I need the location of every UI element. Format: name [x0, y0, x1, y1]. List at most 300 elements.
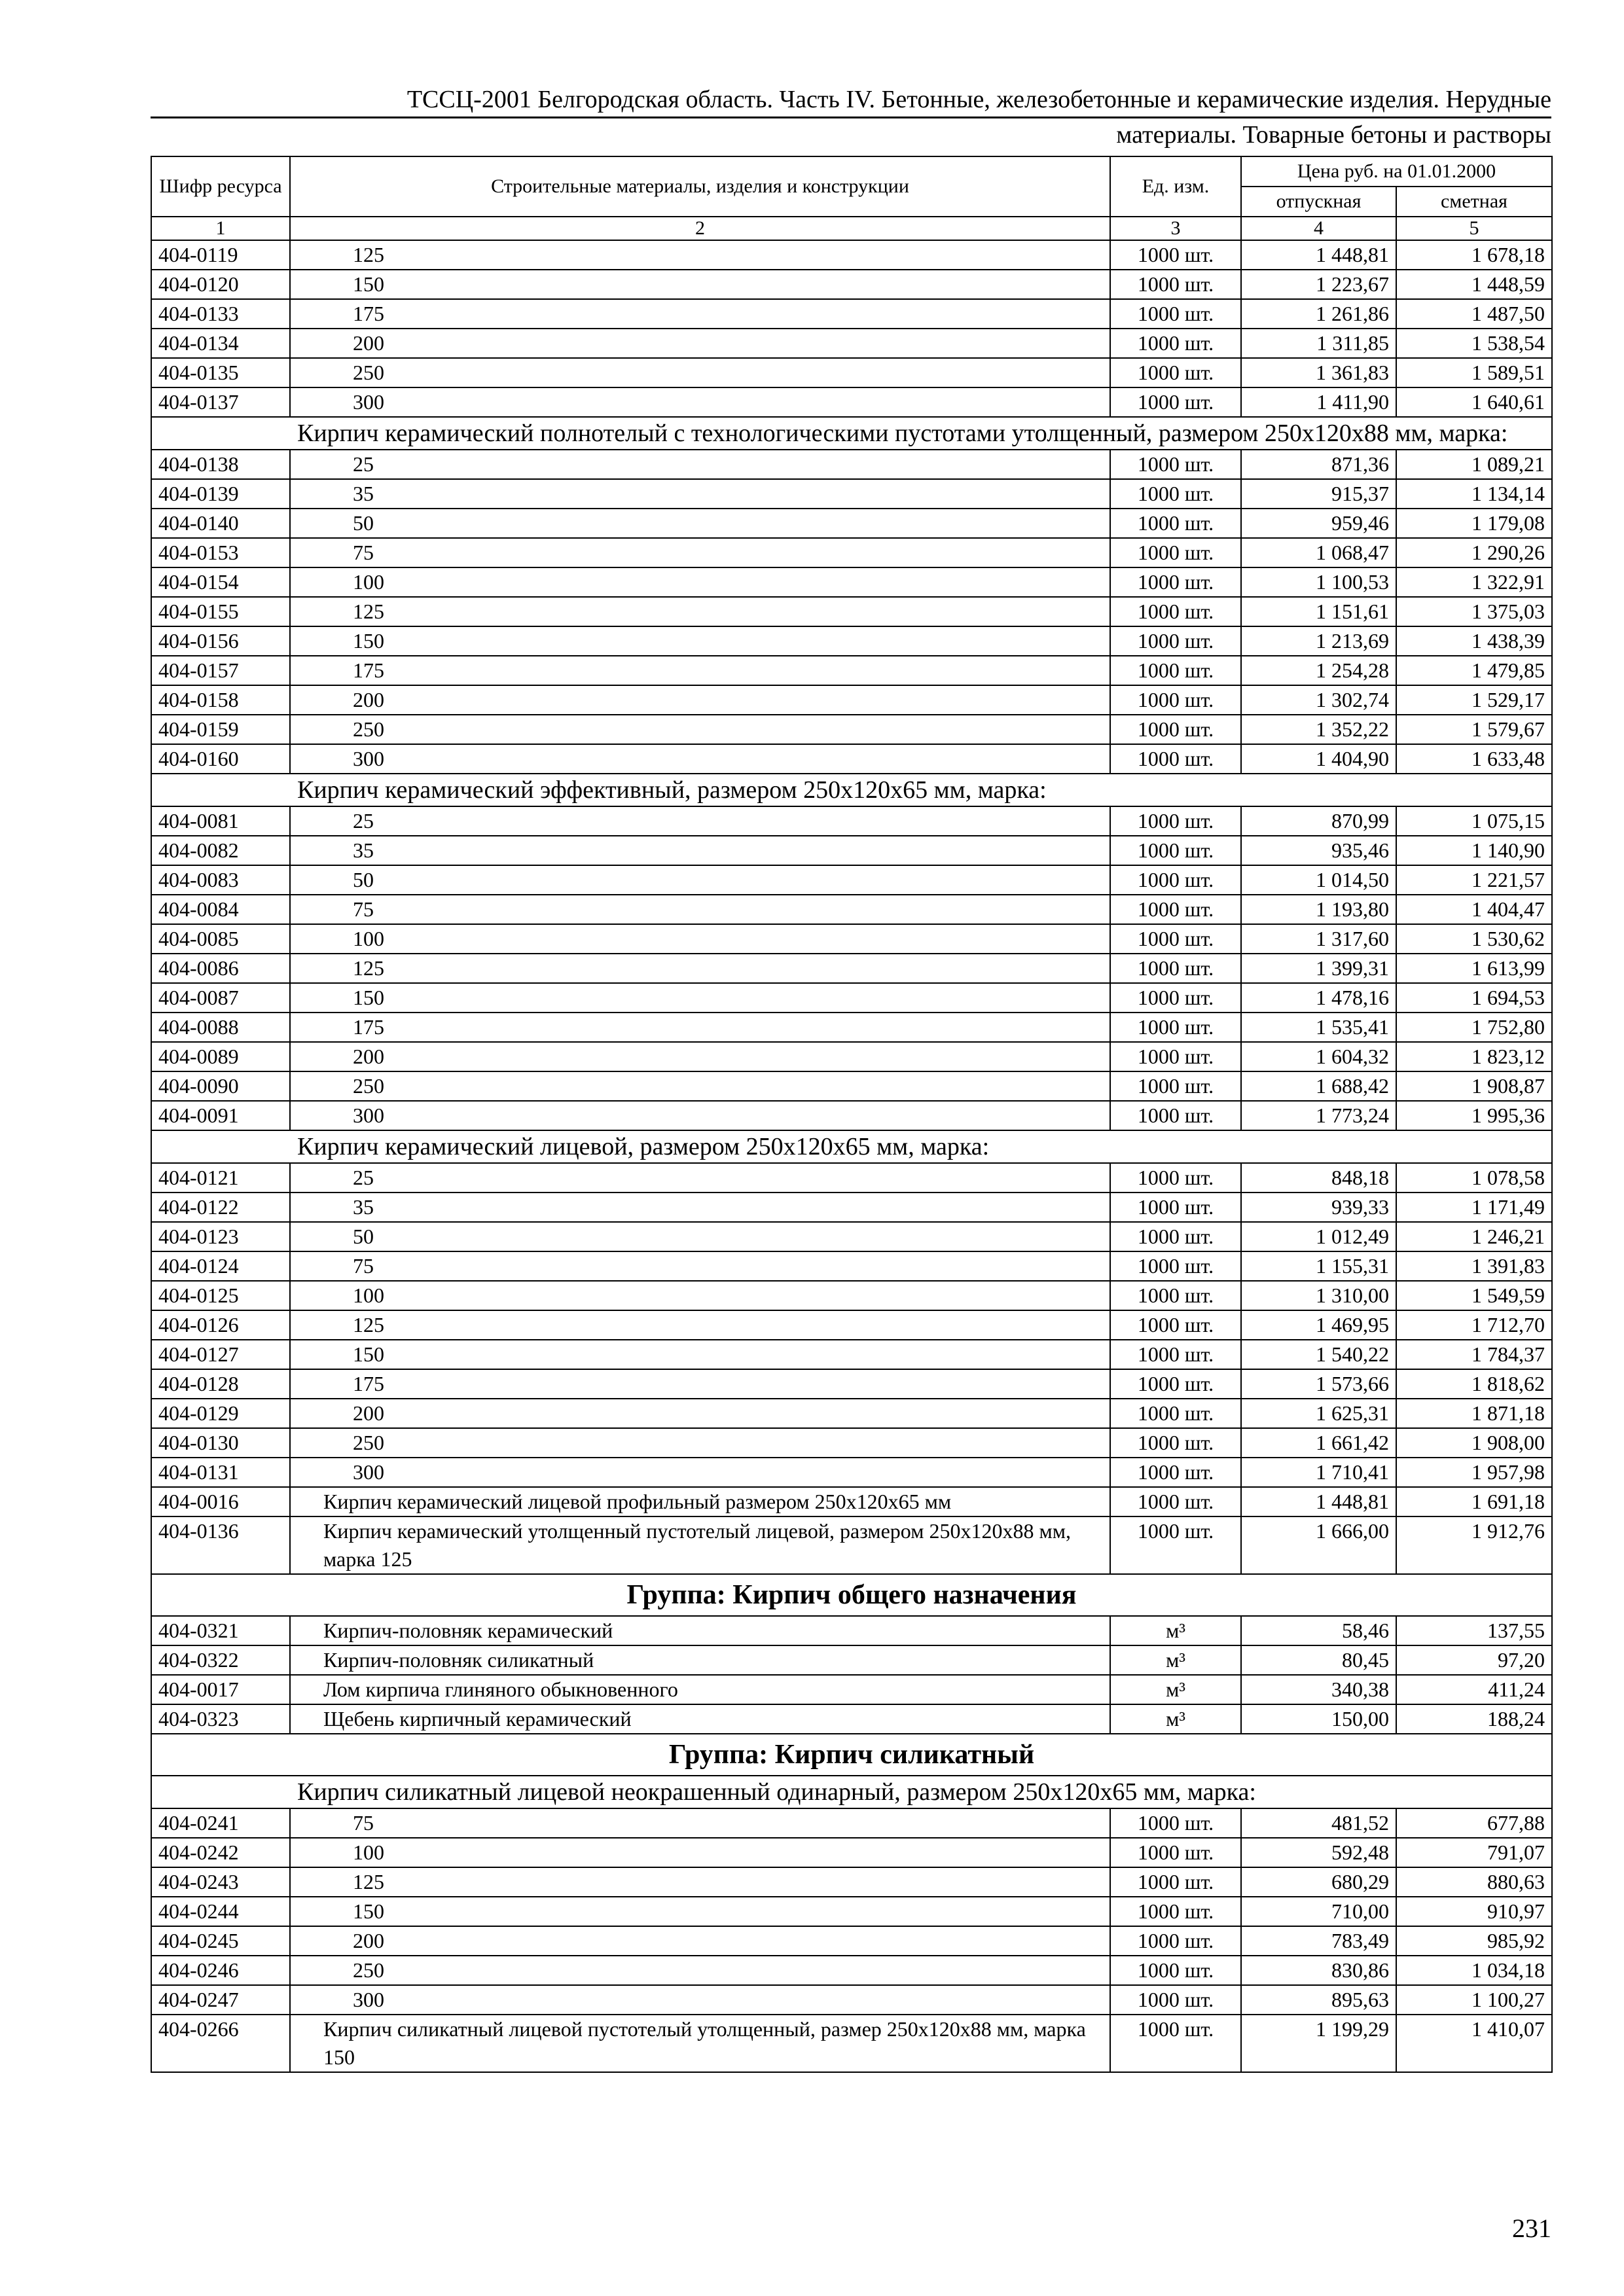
brick-grade: 300 — [290, 387, 1110, 417]
col-header-code: Шифр ресурса — [151, 156, 290, 217]
estimate-price: 791,07 — [1396, 1838, 1552, 1867]
release-price: 150,00 — [1241, 1704, 1396, 1734]
material-name: Кирпич-половняк керамический — [290, 1616, 1110, 1645]
unit: 1000 шт. — [1110, 744, 1241, 774]
resource-code: 404-0322 — [151, 1645, 290, 1675]
resource-code: 404-0120 — [151, 270, 290, 299]
material-name: Щебень кирпичный керамический — [290, 1704, 1110, 1734]
material-name: Кирпич-половняк силикатный — [290, 1645, 1110, 1675]
unit: 1000 шт. — [1110, 1985, 1241, 2015]
unit: 1000 шт. — [1110, 299, 1241, 329]
estimate-price: 985,92 — [1396, 1926, 1552, 1956]
estimate-price: 1 640,61 — [1396, 387, 1552, 417]
estimate-price: 1 438,39 — [1396, 626, 1552, 656]
resource-code: 404-0247 — [151, 1985, 290, 2015]
table-row — [151, 1616, 1552, 1645]
release-price: 848,18 — [1241, 1163, 1396, 1193]
brick-grade: 75 — [290, 538, 1110, 567]
table-row — [151, 567, 1552, 597]
estimate-price: 1 691,18 — [1396, 1487, 1552, 1516]
unit: м³ — [1110, 1704, 1241, 1734]
brick-grade: 25 — [290, 450, 1110, 479]
resource-code: 404-0244 — [151, 1897, 290, 1926]
resource-code: 404-0135 — [151, 358, 290, 387]
table-row — [151, 1193, 1552, 1222]
release-price: 1 302,74 — [1241, 685, 1396, 715]
release-price: 1 151,61 — [1241, 597, 1396, 626]
table-row — [151, 597, 1552, 626]
release-price: 1 604,32 — [1241, 1042, 1396, 1071]
unit: 1000 шт. — [1110, 1838, 1241, 1867]
table-row — [151, 1101, 1552, 1130]
estimate-price: 1 221,57 — [1396, 865, 1552, 895]
release-price: 1 310,00 — [1241, 1281, 1396, 1310]
unit: 1000 шт. — [1110, 1340, 1241, 1369]
table-row — [151, 656, 1552, 685]
estimate-price: 1 784,37 — [1396, 1340, 1552, 1369]
table-row — [151, 358, 1552, 387]
table-row — [151, 1163, 1552, 1193]
unit: 1000 шт. — [1110, 509, 1241, 538]
unit: м³ — [1110, 1616, 1241, 1645]
unit: 1000 шт. — [1110, 1013, 1241, 1042]
unit: 1000 шт. — [1110, 1193, 1241, 1222]
estimate-price: 1 957,98 — [1396, 1458, 1552, 1487]
resource-code: 404-0245 — [151, 1926, 290, 1956]
estimate-price: 1 530,62 — [1396, 924, 1552, 954]
resource-code: 404-0159 — [151, 715, 290, 744]
estimate-price: 1 479,85 — [1396, 656, 1552, 685]
table-body — [151, 240, 1552, 2072]
table-row — [151, 1956, 1552, 1985]
brick-grade: 175 — [290, 1013, 1110, 1042]
table-row — [151, 715, 1552, 744]
col-number-4: 4 — [1241, 217, 1396, 240]
brick-grade: 100 — [290, 567, 1110, 597]
brick-grade: 50 — [290, 1222, 1110, 1251]
resource-code: 404-0017 — [151, 1675, 290, 1704]
release-price: 935,46 — [1241, 836, 1396, 865]
col-number-2: 2 — [290, 217, 1110, 240]
resource-code: 404-0091 — [151, 1101, 290, 1130]
col-header-estimate: сметная — [1396, 187, 1552, 217]
estimate-price: 1 908,00 — [1396, 1428, 1552, 1458]
release-price: 1 213,69 — [1241, 626, 1396, 656]
brick-grade: 50 — [290, 509, 1110, 538]
release-price: 830,86 — [1241, 1956, 1396, 1985]
brick-grade: 75 — [290, 1808, 1110, 1838]
resource-code: 404-0121 — [151, 1163, 290, 1193]
subheading-text: Кирпич керамический полнотелый с технологическими пустотами утолщенный, размером 250х120х88 мм, марка: — [151, 417, 1552, 450]
table-row — [151, 1399, 1552, 1428]
table-row — [151, 1369, 1552, 1399]
resource-code: 404-0323 — [151, 1704, 290, 1734]
unit: 1000 шт. — [1110, 865, 1241, 895]
table-row — [151, 983, 1552, 1013]
resource-code: 404-0083 — [151, 865, 290, 895]
material-name: Кирпич керамический утолщенный пустотелый лицевой, размером 250х120х88 мм, марка 125 — [290, 1516, 1110, 1574]
brick-grade: 250 — [290, 1071, 1110, 1101]
unit: 1000 шт. — [1110, 450, 1241, 479]
brick-grade: 200 — [290, 1399, 1110, 1428]
release-price: 1 311,85 — [1241, 329, 1396, 358]
unit: 1000 шт. — [1110, 1428, 1241, 1458]
estimate-price: 677,88 — [1396, 1808, 1552, 1838]
release-price: 1 661,42 — [1241, 1428, 1396, 1458]
unit: 1000 шт. — [1110, 954, 1241, 983]
subheading-row — [151, 1776, 1552, 1808]
release-price: 1 199,29 — [1241, 2015, 1396, 2072]
unit: 1000 шт. — [1110, 1926, 1241, 1956]
estimate-price: 97,20 — [1396, 1645, 1552, 1675]
estimate-price: 1 871,18 — [1396, 1399, 1552, 1428]
table-row — [151, 836, 1552, 865]
release-price: 1 014,50 — [1241, 865, 1396, 895]
brick-grade: 300 — [290, 1458, 1110, 1487]
release-price: 1 361,83 — [1241, 358, 1396, 387]
resource-code: 404-0087 — [151, 983, 290, 1013]
brick-grade: 200 — [290, 685, 1110, 715]
col-number-5: 5 — [1396, 217, 1552, 240]
resource-code: 404-0127 — [151, 1340, 290, 1369]
unit: 1000 шт. — [1110, 1808, 1241, 1838]
unit: 1000 шт. — [1110, 479, 1241, 509]
unit: 1000 шт. — [1110, 240, 1241, 270]
table-row — [151, 865, 1552, 895]
release-price: 1 317,60 — [1241, 924, 1396, 954]
unit: 1000 шт. — [1110, 806, 1241, 836]
estimate-price: 411,24 — [1396, 1675, 1552, 1704]
resource-code: 404-0243 — [151, 1867, 290, 1897]
resource-code: 404-0119 — [151, 240, 290, 270]
release-price: 1 710,41 — [1241, 1458, 1396, 1487]
release-price: 58,46 — [1241, 1616, 1396, 1645]
col-header-price: Цена руб. на 01.01.2000 — [1241, 156, 1552, 187]
table-row — [151, 626, 1552, 656]
table-row — [151, 1013, 1552, 1042]
unit: 1000 шт. — [1110, 715, 1241, 744]
brick-grade: 125 — [290, 240, 1110, 270]
brick-grade: 250 — [290, 358, 1110, 387]
table-row — [151, 479, 1552, 509]
resource-code: 404-0136 — [151, 1516, 290, 1574]
estimate-price: 1 579,67 — [1396, 715, 1552, 744]
release-price: 1 012,49 — [1241, 1222, 1396, 1251]
table-row — [151, 895, 1552, 924]
material-name: Лом кирпича глиняного обыкновенного — [290, 1675, 1110, 1704]
estimate-price: 1 912,76 — [1396, 1516, 1552, 1574]
brick-grade: 250 — [290, 1956, 1110, 1985]
table-row — [151, 450, 1552, 479]
material-name: Кирпич силикатный лицевой пустотелый утолщенный, размер 250х120х88 мм, марка 150 — [290, 2015, 1110, 2072]
unit: 1000 шт. — [1110, 1516, 1241, 1574]
resource-code: 404-0140 — [151, 509, 290, 538]
release-price: 1 448,81 — [1241, 1487, 1396, 1516]
brick-grade: 175 — [290, 656, 1110, 685]
estimate-price: 1 908,87 — [1396, 1071, 1552, 1101]
release-price: 80,45 — [1241, 1645, 1396, 1675]
brick-grade: 200 — [290, 329, 1110, 358]
table-row — [151, 1071, 1552, 1101]
brick-grade: 150 — [290, 626, 1110, 656]
estimate-price: 1 448,59 — [1396, 270, 1552, 299]
resource-code: 404-0128 — [151, 1369, 290, 1399]
estimate-price: 1 134,14 — [1396, 479, 1552, 509]
release-price: 1 155,31 — [1241, 1251, 1396, 1281]
estimate-price: 1 995,36 — [1396, 1101, 1552, 1130]
estimate-price: 1 538,54 — [1396, 329, 1552, 358]
estimate-price: 1 633,48 — [1396, 744, 1552, 774]
header-line-1: ТССЦ-2001 Белгородская область. Часть IV. Бетонные, железобетонные и керамические изделия. Нерудные — [406, 86, 1551, 113]
table-row — [151, 1897, 1552, 1926]
brick-grade: 200 — [290, 1926, 1110, 1956]
table-row — [151, 1487, 1552, 1516]
table-row — [151, 1838, 1552, 1867]
price-table — [151, 156, 1553, 2073]
group-row — [151, 1734, 1552, 1776]
release-price: 1 625,31 — [1241, 1399, 1396, 1428]
table-row — [151, 1675, 1552, 1704]
brick-grade: 250 — [290, 1428, 1110, 1458]
release-price: 592,48 — [1241, 1838, 1396, 1867]
resource-code: 404-0131 — [151, 1458, 290, 1487]
estimate-price: 1 589,51 — [1396, 358, 1552, 387]
release-price: 1 469,95 — [1241, 1310, 1396, 1340]
resource-code: 404-0130 — [151, 1428, 290, 1458]
estimate-price: 1 375,03 — [1396, 597, 1552, 626]
release-price: 1 535,41 — [1241, 1013, 1396, 1042]
brick-grade: 125 — [290, 597, 1110, 626]
resource-code: 404-0084 — [151, 895, 290, 924]
unit: 1000 шт. — [1110, 924, 1241, 954]
brick-grade: 300 — [290, 744, 1110, 774]
release-price: 1 261,86 — [1241, 299, 1396, 329]
estimate-price: 1 391,83 — [1396, 1251, 1552, 1281]
estimate-price: 1 322,91 — [1396, 567, 1552, 597]
subheading-row — [151, 417, 1552, 450]
resource-code: 404-0154 — [151, 567, 290, 597]
unit: 1000 шт. — [1110, 895, 1241, 924]
table-row — [151, 1867, 1552, 1897]
resource-code: 404-0155 — [151, 597, 290, 626]
table-row — [151, 1281, 1552, 1310]
subheading-text: Кирпич силикатный лицевой неокрашенный одинарный, размером 250х120х65 мм, марка: — [151, 1776, 1552, 1808]
brick-grade: 75 — [290, 895, 1110, 924]
resource-code: 404-0089 — [151, 1042, 290, 1071]
estimate-price: 1 529,17 — [1396, 685, 1552, 715]
estimate-price: 1 089,21 — [1396, 450, 1552, 479]
brick-grade: 150 — [290, 1340, 1110, 1369]
release-price: 1 411,90 — [1241, 387, 1396, 417]
release-price: 1 100,53 — [1241, 567, 1396, 597]
release-price: 1 573,66 — [1241, 1369, 1396, 1399]
brick-grade: 175 — [290, 1369, 1110, 1399]
release-price: 1 688,42 — [1241, 1071, 1396, 1101]
release-price: 1 068,47 — [1241, 538, 1396, 567]
estimate-price: 1 752,80 — [1396, 1013, 1552, 1042]
estimate-price: 1 678,18 — [1396, 240, 1552, 270]
resource-code: 404-0086 — [151, 954, 290, 983]
resource-code: 404-0246 — [151, 1956, 290, 1985]
brick-grade: 125 — [290, 1310, 1110, 1340]
resource-code: 404-0081 — [151, 806, 290, 836]
table-row — [151, 806, 1552, 836]
unit: 1000 шт. — [1110, 567, 1241, 597]
unit: 1000 шт. — [1110, 387, 1241, 417]
estimate-price: 1 613,99 — [1396, 954, 1552, 983]
col-header-release: отпускная — [1241, 187, 1396, 217]
table-row — [151, 924, 1552, 954]
table-row — [151, 1458, 1552, 1487]
unit: м³ — [1110, 1645, 1241, 1675]
table-row — [151, 1808, 1552, 1838]
release-price: 1 773,24 — [1241, 1101, 1396, 1130]
table-row — [151, 1251, 1552, 1281]
estimate-price: 1 410,07 — [1396, 2015, 1552, 2072]
release-price: 680,29 — [1241, 1867, 1396, 1897]
resource-code: 404-0137 — [151, 387, 290, 417]
resource-code: 404-0126 — [151, 1310, 290, 1340]
release-price: 340,38 — [1241, 1675, 1396, 1704]
col-number-3: 3 — [1110, 217, 1241, 240]
estimate-price: 1 179,08 — [1396, 509, 1552, 538]
estimate-price: 1 140,90 — [1396, 836, 1552, 865]
resource-code: 404-0016 — [151, 1487, 290, 1516]
table-row — [151, 744, 1552, 774]
subheading-row — [151, 1130, 1552, 1163]
unit: 1000 шт. — [1110, 1281, 1241, 1310]
brick-grade: 25 — [290, 1163, 1110, 1193]
table-row — [151, 1428, 1552, 1458]
table-row — [151, 270, 1552, 299]
resource-code: 404-0321 — [151, 1616, 290, 1645]
unit: 1000 шт. — [1110, 983, 1241, 1013]
table-row — [151, 1340, 1552, 1369]
brick-grade: 100 — [290, 924, 1110, 954]
release-price: 1 448,81 — [1241, 240, 1396, 270]
resource-code: 404-0157 — [151, 656, 290, 685]
table-row — [151, 1516, 1552, 1574]
unit: 1000 шт. — [1110, 656, 1241, 685]
unit: 1000 шт. — [1110, 685, 1241, 715]
resource-code: 404-0123 — [151, 1222, 290, 1251]
table-row — [151, 1926, 1552, 1956]
release-price: 1 193,80 — [1241, 895, 1396, 924]
table-row — [151, 1310, 1552, 1340]
resource-code: 404-0241 — [151, 1808, 290, 1838]
table-row — [151, 387, 1552, 417]
table-row — [151, 509, 1552, 538]
resource-code: 404-0124 — [151, 1251, 290, 1281]
release-price: 481,52 — [1241, 1808, 1396, 1838]
table-row — [151, 1042, 1552, 1071]
header-rule — [151, 117, 1551, 118]
estimate-price: 910,97 — [1396, 1897, 1552, 1926]
unit: 1000 шт. — [1110, 1897, 1241, 1926]
resource-code: 404-0242 — [151, 1838, 290, 1867]
resource-code: 404-0129 — [151, 1399, 290, 1428]
brick-grade: 150 — [290, 983, 1110, 1013]
unit: 1000 шт. — [1110, 1369, 1241, 1399]
brick-grade: 150 — [290, 270, 1110, 299]
estimate-price: 1 823,12 — [1396, 1042, 1552, 1071]
group-title: Группа: Кирпич общего назначения — [151, 1574, 1552, 1616]
brick-grade: 35 — [290, 836, 1110, 865]
release-price: 1 399,31 — [1241, 954, 1396, 983]
unit: 1000 шт. — [1110, 1310, 1241, 1340]
brick-grade: 150 — [290, 1897, 1110, 1926]
unit: 1000 шт. — [1110, 1458, 1241, 1487]
brick-grade: 100 — [290, 1838, 1110, 1867]
resource-code: 404-0125 — [151, 1281, 290, 1310]
unit: 1000 шт. — [1110, 270, 1241, 299]
release-price: 1 404,90 — [1241, 744, 1396, 774]
unit: 1000 шт. — [1110, 1071, 1241, 1101]
brick-grade: 125 — [290, 1867, 1110, 1897]
unit: м³ — [1110, 1675, 1241, 1704]
col-header-unit: Ед. изм. — [1110, 156, 1241, 217]
subheading-row — [151, 774, 1552, 806]
release-price: 915,37 — [1241, 479, 1396, 509]
release-price: 870,99 — [1241, 806, 1396, 836]
unit: 1000 шт. — [1110, 597, 1241, 626]
release-price: 1 540,22 — [1241, 1340, 1396, 1369]
estimate-price: 1 404,47 — [1396, 895, 1552, 924]
estimate-price: 188,24 — [1396, 1704, 1552, 1734]
resource-code: 404-0133 — [151, 299, 290, 329]
resource-code: 404-0153 — [151, 538, 290, 567]
resource-code: 404-0085 — [151, 924, 290, 954]
col-number-1: 1 — [151, 217, 290, 240]
table-row — [151, 538, 1552, 567]
estimate-price: 880,63 — [1396, 1867, 1552, 1897]
release-price: 1 254,28 — [1241, 656, 1396, 685]
estimate-price: 1 818,62 — [1396, 1369, 1552, 1399]
resource-code: 404-0266 — [151, 2015, 290, 2072]
estimate-price: 1 171,49 — [1396, 1193, 1552, 1222]
estimate-price: 1 034,18 — [1396, 1956, 1552, 1985]
brick-grade: 250 — [290, 715, 1110, 744]
brick-grade: 300 — [290, 1985, 1110, 2015]
release-price: 783,49 — [1241, 1926, 1396, 1956]
unit: 1000 шт. — [1110, 1163, 1241, 1193]
brick-grade: 125 — [290, 954, 1110, 983]
unit: 1000 шт. — [1110, 1399, 1241, 1428]
resource-code: 404-0122 — [151, 1193, 290, 1222]
release-price: 1 352,22 — [1241, 715, 1396, 744]
unit: 1000 шт. — [1110, 626, 1241, 656]
brick-grade: 75 — [290, 1251, 1110, 1281]
resource-code: 404-0082 — [151, 836, 290, 865]
table-row — [151, 329, 1552, 358]
release-price: 939,33 — [1241, 1193, 1396, 1222]
estimate-price: 1 075,15 — [1396, 806, 1552, 836]
material-name: Кирпич керамический лицевой профильный размером 250х120х65 мм — [290, 1487, 1110, 1516]
release-price: 895,63 — [1241, 1985, 1396, 2015]
unit: 1000 шт. — [1110, 1867, 1241, 1897]
table-row — [151, 1222, 1552, 1251]
group-title: Группа: Кирпич силикатный — [151, 1734, 1552, 1776]
table-row — [151, 1985, 1552, 2015]
table-row — [151, 685, 1552, 715]
unit: 1000 шт. — [1110, 1487, 1241, 1516]
unit: 1000 шт. — [1110, 1101, 1241, 1130]
unit: 1000 шт. — [1110, 538, 1241, 567]
header-line-2: материалы. Товарные бетоны и растворы — [1116, 121, 1551, 149]
table-row — [151, 240, 1552, 270]
table-row — [151, 1704, 1552, 1734]
unit: 1000 шт. — [1110, 2015, 1241, 2072]
